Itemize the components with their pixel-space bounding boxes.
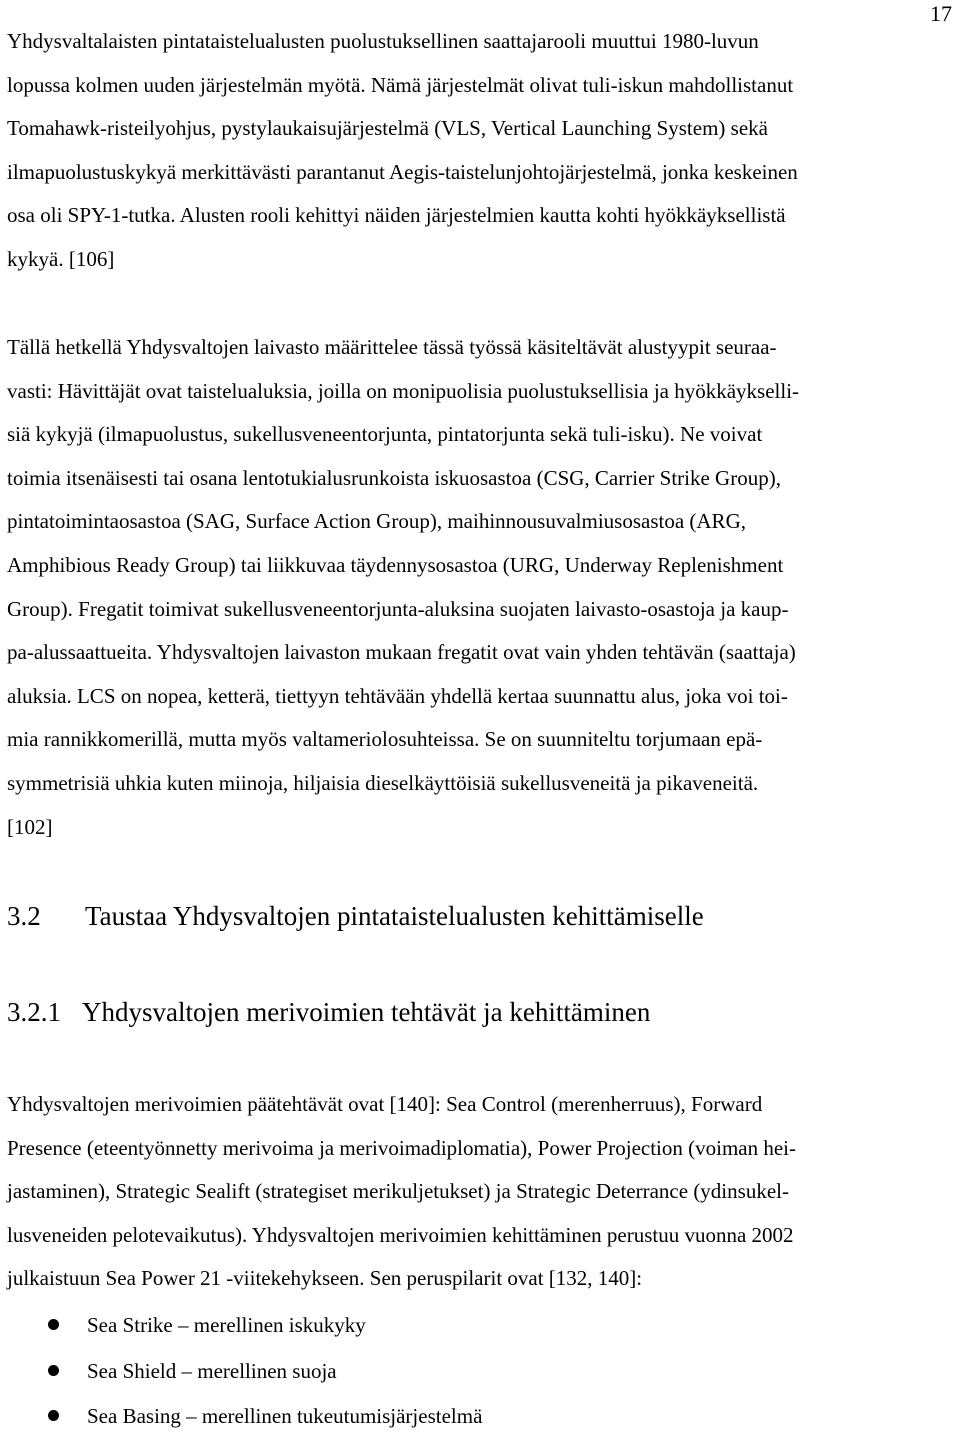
page-number: 17 (930, 1, 952, 26)
list-item (0, 1349, 960, 1395)
text-line: jastaminen), Strategic Sealift (strategiset merikuljetukset) ja Strategic Deterrance (ydinsukel- (7, 1179, 789, 1204)
text-line: vasti: Hävittäjät ovat taistelualuksia, joilla on monipuolisia puolustuksellisia ja hyökkäykselli- (7, 378, 800, 403)
text-line: toimia itsenäisesti tai osana lentotukialusrunkoista iskuosastoa (CSG, Carrier Strike Group), (7, 465, 781, 490)
text-line: Tällä hetkellä Yhdysvaltojen laivasto määrittelee tässä työssä käsiteltävät alustyypit seuraa- (7, 335, 777, 359)
text-line: Yhdysvaltalaisten pintataistelualusten puolustuksellinen saattajarooli muuttui 1980-luvun (7, 29, 759, 53)
paragraph-ship-types (7, 326, 957, 849)
text-line: siä kykyjä (ilmapuolustus, sukellusveneentorjunta, pintatorjunta sekä tuli-isku). Ne voivat (7, 422, 763, 447)
text-line: Presence (eteentyönnetty merivoima ja merivoimadiplomatia), Power Projection (voiman hei- (7, 1135, 797, 1160)
paragraph-escort-role (7, 20, 957, 282)
section-title: Taustaa Yhdysvaltojen pintataistelualusten kehittämiselle (85, 901, 704, 931)
text-line: julkaistuun Sea Power 21 -viitekehykseen. Sen peruspilarit ovat [132, 140]: (7, 1266, 643, 1291)
bullet-list (0, 1303, 960, 1440)
text-line: aluksia. LCS on nopea, ketterä, tiettyyn tehtävään yhdellä kertaa suunnattu alus, joka voi toi- (7, 683, 788, 708)
subsection-number: 3.2.1 (7, 997, 61, 1027)
list-item-text: Sea Strike – merellinen iskukyky (87, 1313, 366, 1337)
text-line: [102] (7, 814, 53, 839)
text-line: lopussa kolmen uuden järjestelmän myötä. Nämä järjestelmät olivat tuli-iskun mahdollistanut (7, 72, 794, 97)
text-line: ilmapuolustuskykyä merkittävästi parantanut Aegis-taistelunjohtojärjestelmä, jonka keskeinen (7, 159, 798, 184)
bullet-icon (48, 1410, 59, 1421)
text-line: pintatoimintaosastoa (SAG, Surface Action Group), maihinnousuvalmiusosastoa (ARG, (7, 509, 746, 534)
text-line: kykyä. [106] (7, 246, 115, 271)
text-line: Group). Fregatit toimivat sukellusveneentorjunta-aluksina suojaten laivasto-osastoja ja kaup- (7, 596, 789, 621)
text-line: mia rannikkomerillä, mutta myös valtameriolosuhteissa. Se on suunniteltu torjumaan epä- (7, 727, 763, 752)
paragraph-navy-tasks (7, 1083, 957, 1301)
section-heading (7, 896, 704, 936)
text-line: osa oli SPY-1-tutka. Alusten rooli kehittyi näiden järjestelmien kautta kohti hyökkäyksellistä (7, 203, 786, 228)
text-line: Tomahawk-risteilyohjus, pystylaukaisujärjestelmä (VLS, Vertical Launching System) sekä (7, 116, 768, 141)
text-line: symmetrisiä uhkia kuten miinoja, hiljaisia dieselkäyttöisiä sukellusveneitä ja pikaveneitä. (7, 770, 759, 795)
text-line: pa-alussaattueita. Yhdysvaltojen laivaston mukaan fregatit ovat vain yhden tehtävän (saattaja) (7, 640, 796, 665)
text-line: Amphibious Ready Group) tai liikkuvaa täydennysosastoa (URG, Underway Replenishment (7, 552, 784, 577)
list-item (0, 1303, 960, 1349)
subsection-title: Yhdysvaltojen merivoimien tehtävät ja kehittäminen (82, 997, 651, 1027)
text-line: lusveneiden pelotevaikutus). Yhdysvaltojen merivoimien kehittäminen perustuu vuonna 2002 (7, 1222, 794, 1247)
subsection-heading (7, 992, 650, 1032)
section-number: 3.2 (7, 901, 41, 931)
bullet-icon (48, 1319, 59, 1330)
list-item (0, 1394, 960, 1440)
list-item-text: Sea Basing – merellinen tukeutumisjärjestelmä (87, 1404, 483, 1428)
text-line: Yhdysvaltojen merivoimien päätehtävät ovat [140]: Sea Control (merenherruus), Forward (7, 1092, 763, 1116)
bullet-icon (48, 1365, 59, 1376)
list-item-text: Sea Shield – merellinen suoja (87, 1358, 337, 1383)
